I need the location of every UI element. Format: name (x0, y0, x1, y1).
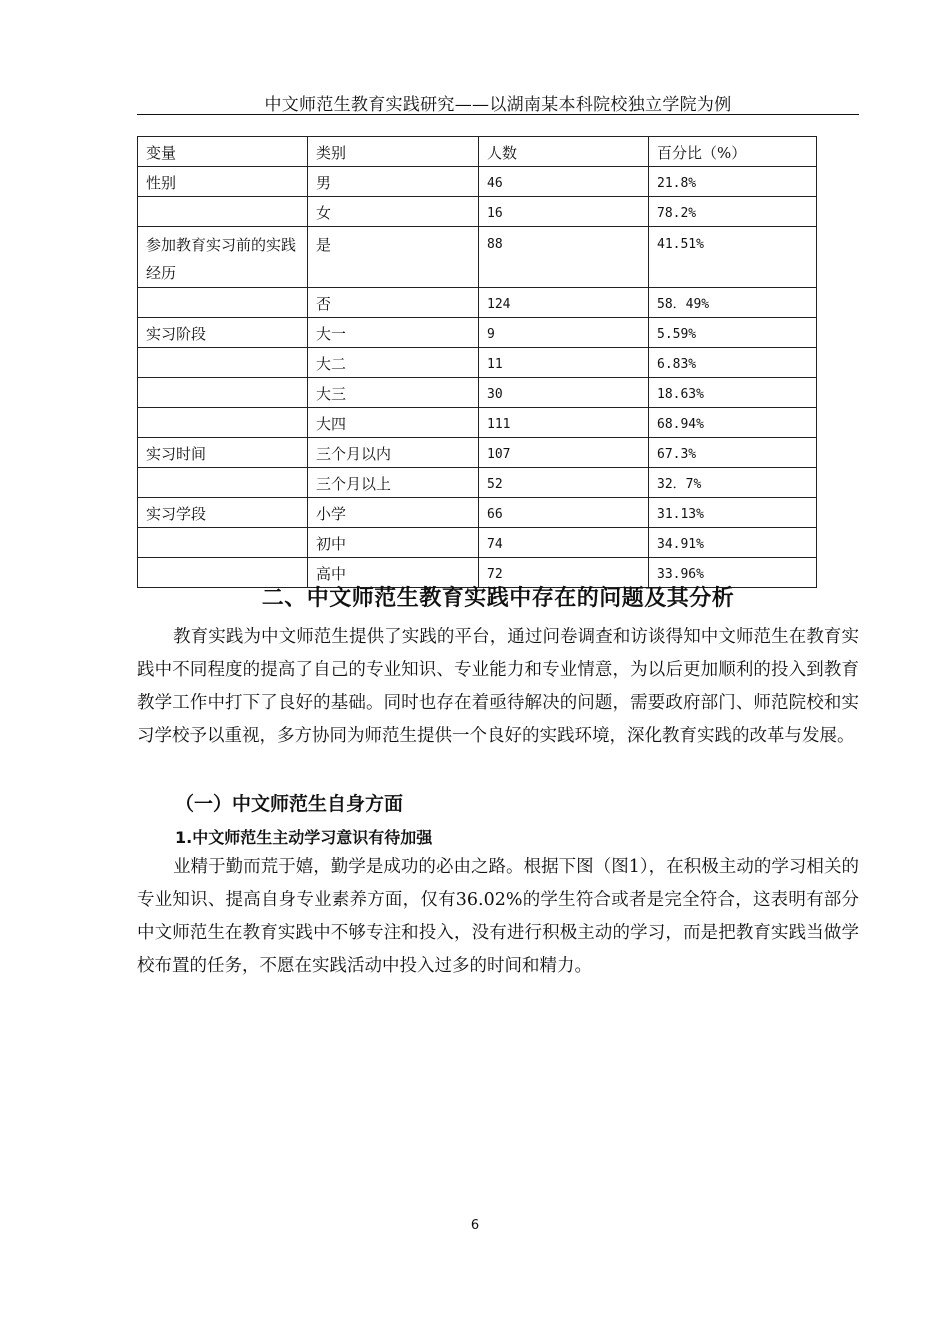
table-cell: 大三 (308, 378, 479, 408)
survey-demographics-table (137, 136, 817, 588)
table-row (138, 167, 817, 197)
subsubsection-title: 1.中文师范生主动学习意识有待加强 (175, 828, 433, 847)
table-cell: 68.94% (649, 408, 817, 438)
table-cell: 三个月以内 (308, 438, 479, 468)
table-cell: 78.2% (649, 197, 817, 227)
table-row (138, 197, 817, 227)
table-cell (138, 348, 308, 378)
table-row (138, 468, 817, 498)
table-cell: 88 (479, 227, 649, 288)
table-cell: 实习时间 (138, 438, 308, 468)
table-row (138, 378, 817, 408)
intro-paragraph (137, 621, 859, 753)
header-rule (137, 114, 859, 115)
table-row (138, 498, 817, 528)
table-header-cell: 类别 (308, 137, 479, 167)
page-number: 6 (470, 1218, 480, 1233)
table-cell: 58．49% (649, 288, 817, 318)
table-cell (138, 408, 308, 438)
body-paragraph (137, 851, 859, 983)
table-cell: 三个月以上 (308, 468, 479, 498)
table-body (138, 167, 817, 588)
table-cell: 32．7% (649, 468, 817, 498)
table-cell: 实习阶段 (138, 318, 308, 348)
table-cell: 18.63% (649, 378, 817, 408)
running-header-title: 中文师范生教育实践研究——以湖南某本科院校独立学院为例 (264, 95, 732, 115)
section-title: 二、中文师范生教育实践中存在的问题及其分析 (261, 586, 735, 611)
table-cell: 参加教育实习前的实践经历 (138, 227, 308, 288)
table-cell: 9 (479, 318, 649, 348)
table-cell: 33.96% (649, 558, 817, 588)
table-row (138, 438, 817, 468)
table-cell: 111 (479, 408, 649, 438)
table-cell: 6.83% (649, 348, 817, 378)
table-cell: 大二 (308, 348, 479, 378)
table-row (138, 348, 817, 378)
subsection-title: （一）中文师范生自身方面 (175, 793, 404, 815)
table-header-cell: 百分比（%） (649, 137, 817, 167)
table-cell: 小学 (308, 498, 479, 528)
table-cell: 性别 (138, 167, 308, 197)
table-cell: 5.59% (649, 318, 817, 348)
table-cell: 16 (479, 197, 649, 227)
table-cell: 大四 (308, 408, 479, 438)
table-cell: 107 (479, 438, 649, 468)
table-cell: 67.3% (649, 438, 817, 468)
table-cell: 41.51% (649, 227, 817, 288)
table-header-cell: 人数 (479, 137, 649, 167)
table-cell: 31.13% (649, 498, 817, 528)
table-cell (138, 378, 308, 408)
table-cell: 74 (479, 528, 649, 558)
table-cell: 66 (479, 498, 649, 528)
table-cell: 初中 (308, 528, 479, 558)
table-cell: 女 (308, 197, 479, 227)
table-cell: 高中 (308, 558, 479, 588)
table-cell: 72 (479, 558, 649, 588)
table-cell: 11 (479, 348, 649, 378)
table-cell (138, 197, 308, 227)
intro-paragraph-text: 教育实践为中文师范生提供了实践的平台，通过问卷调查和访谈得知中文师范生在教育实践中不同程度的提高了自己的专业知识、专业能力和专业情意，为以后更加顺利的投入到教育教学工作中打下了良好的基础。同时也存在着亟待解决的问题，需要政府部门、师范院校和实习学校予以重视，多方协同为师范生提供一个良好的实践环境，深化教育实践的改革与发展。 (137, 627, 859, 746)
table-cell: 实习学段 (138, 498, 308, 528)
table-cell: 30 (479, 378, 649, 408)
table-row (138, 528, 817, 558)
table-header-cell: 变量 (138, 137, 308, 167)
table-cell: 是 (308, 227, 479, 288)
table-cell: 21.8% (649, 167, 817, 197)
table-cell (138, 468, 308, 498)
table-row (138, 318, 817, 348)
table-header-row (138, 137, 817, 167)
table-cell: 男 (308, 167, 479, 197)
table-cell: 52 (479, 468, 649, 498)
table-row (138, 288, 817, 318)
table-cell: 34.91% (649, 528, 817, 558)
table-cell: 46 (479, 167, 649, 197)
table-cell: 大一 (308, 318, 479, 348)
table-cell (138, 288, 308, 318)
body-paragraph-text: 业精于勤而荒于嬉，勤学是成功的必由之路。根据下图（图1），在积极主动的学习相关的专业知识、提高自身专业素养方面，仅有36.02%的学生符合或者是完全符合，这表明有部分中文师范生在教育实践中不够专注和投入，没有进行积极主动的学习，而是把教育实践当做学校布置的任务，不愿在实践活动中投入过多的时间和精力。 (137, 857, 859, 976)
table-row (138, 408, 817, 438)
table-cell: 124 (479, 288, 649, 318)
table-cell: 否 (308, 288, 479, 318)
table-row (138, 227, 817, 288)
table-cell (138, 528, 308, 558)
